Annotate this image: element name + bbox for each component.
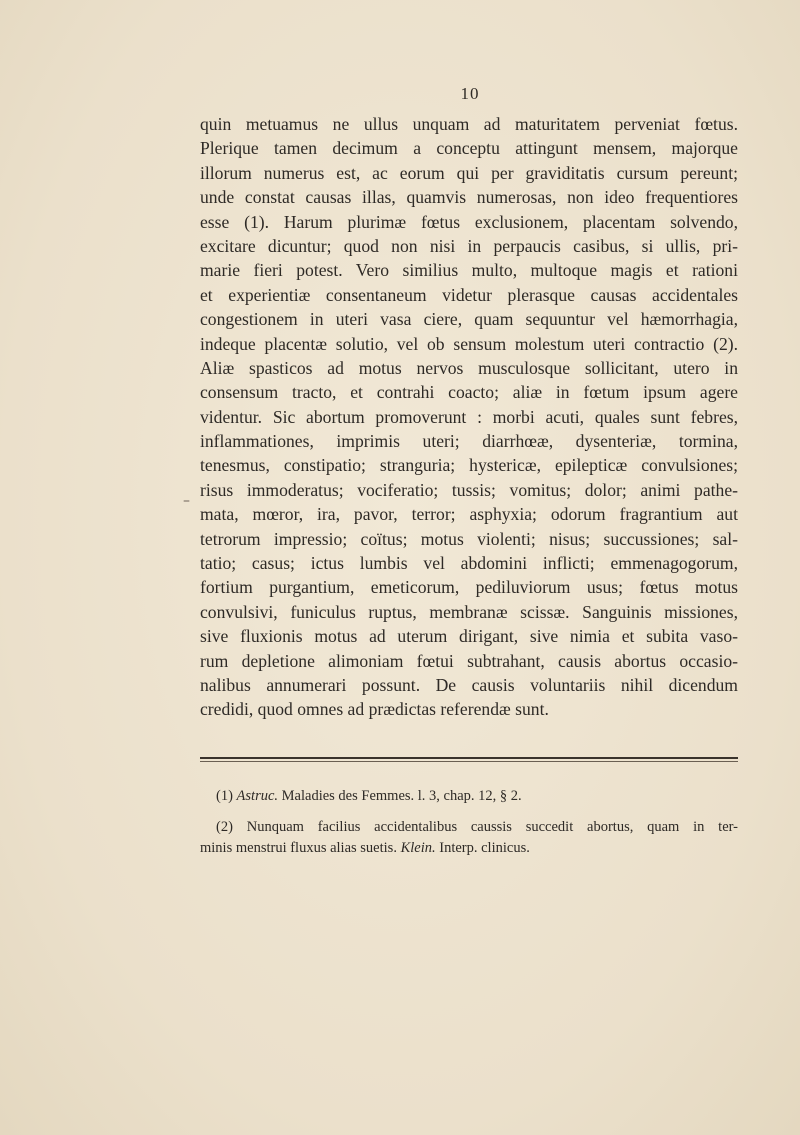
footnote-text: Interp. clinicus. [439,840,530,856]
text-line: marie fieri potest. Vero similius multo, multoque magis et rationi [200,260,738,281]
text-line: rum depletione alimoniam fœtui subtrahant, causis abortus occasio- [200,650,738,671]
text-line: et experientiæ consentaneum videtur plerasque causas accidentales [200,284,738,305]
text-line: excitare dicuntur; quod non nisi in perpaucis casibus, si ullis, pri- [200,235,738,256]
text-line: tatio; casus; ictus lumbis vel abdomini inflicti; emmenagogorum, [200,553,738,574]
footnote-text: Nunquam facilius accidentalibus caussis succedit abortus, quam in ter- [246,819,738,835]
text-line: Aliæ spasticos ad motus nervos musculosque sollicitant, utero in [200,357,738,378]
footnote-author: Astruc. [236,788,279,804]
text-line: Plerique tamen decimum a conceptu attingunt mensem, majorque [200,138,738,159]
footnote-rule [200,757,738,762]
text-line: indeque placentæ solutio, vel ob sensum molestum uteri contractio (2). [200,333,738,354]
text-line: tenesmus, constipatio; stranguria; hystericæ, epilepticæ convulsiones; [200,455,738,476]
footnote-2-line-2 [200,838,738,859]
footnote-1 [200,786,738,807]
text-line: congestionem in uteri vasa ciere, quam sequuntur vel hæmorrhagia, [200,309,738,330]
margin-dash-mark: – [183,493,190,509]
text-line: consensum tracto, et contrahi coacto; aliæ in fœtum ipsum agere [200,382,738,403]
text-line: sive fluxionis motus ad uterum dirigant, sive nimia et subita vaso- [200,626,738,647]
body-text [200,112,738,722]
text-line: mata, mœror, ira, pavor, terror; asphyxia; odorum fragrantium aut [200,504,738,525]
text-line: fortium purgantium, emeticorum, pediluviorum usus; fœtus motus [200,577,738,598]
footnote-marker: (2) [216,819,233,835]
footnotes [200,786,738,859]
text-line: esse (1). Harum plurimæ fœtus exclusionem, placentam solvendo, [200,211,738,232]
footnote-text: minis menstrui fluxus alias suetis. [200,840,397,856]
text-line: nalibus annumerari possunt. De causis voluntariis nihil dicendum [200,674,738,695]
text-line: illorum numerus est, ac eorum qui per graviditatis cursum pereunt; [200,162,738,183]
text-line: unde constat causas illas, quamvis numerosas, non ideo frequentiores [200,187,738,208]
text-line: quin metuamus ne ullus unquam ad maturitatem perveniat fœtus. [200,114,738,134]
text-line: videntur. Sic abortum promoverunt : morbi acuti, quales sunt febres, [200,406,738,427]
text-line: tetrorum impressio; coïtus; motus violenti; nisus; succussiones; sal- [200,528,738,549]
footnote-marker: (1) [216,788,233,804]
page-number: 10 [460,84,480,103]
text-line: risus immoderatus; vociferatio; tussis; vomitus; dolor; animi pathe- [200,479,738,500]
text-line: convulsivi, funiculus ruptus, membranæ scissæ. Sanguinis missiones, [200,601,738,622]
text-line: credidi, quod omnes ad prædictas referendæ sunt. [200,699,549,720]
text-line: inflammationes, imprimis uteri; diarrhœæ, dysenteriæ, tormina, [200,431,738,452]
footnote-author: Klein. [400,840,436,856]
footnote-text: Maladies des Femmes. l. 3, chap. 12, § 2. [281,788,522,804]
footnote-2-line-1 [200,817,738,838]
